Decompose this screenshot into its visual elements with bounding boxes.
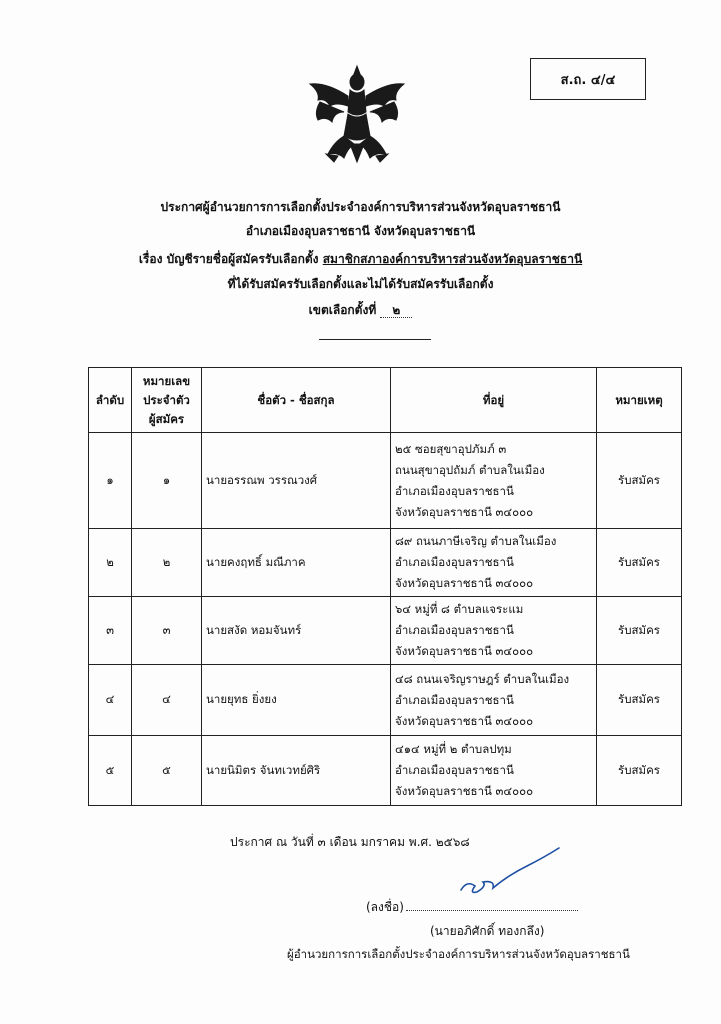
form-code-box — [530, 58, 646, 100]
address-line: ๔๑๔ หมู่ที่ ๒ ตำบลปทุม — [395, 742, 512, 756]
address-line: ถนนสุขาอุปถัมภ์ ตำบลในเมือง — [395, 462, 545, 477]
header-number — [132, 368, 202, 433]
row-remark: รับสมัคร — [597, 665, 682, 736]
row-number: ๒ — [132, 529, 202, 597]
address-line: ๖๔ หมู่ที่ ๘ ตำบลแจระแม — [395, 602, 524, 616]
table-row — [89, 433, 682, 529]
garuda-emblem-icon — [304, 62, 410, 172]
row-number: ๔ — [132, 665, 202, 736]
row-address — [391, 529, 597, 597]
table-row — [89, 665, 682, 736]
address-line: จังหวัดอุบลราชธานี ๓๔๐๐๐ — [395, 644, 534, 658]
district-label: เขตเลือกตั้งที่ — [308, 303, 377, 317]
table-header-row — [89, 368, 682, 433]
header-name: ชื่อตัว - ชื่อสกุล — [202, 368, 391, 433]
address-line: อำเภอเมืองอุบลราชธานี — [395, 483, 514, 498]
header-number-line: ผู้สมัคร — [148, 411, 185, 426]
subject-prefix: เรื่อง บัญชีรายชื่อผู้สมัครรับเลือกตั้ง — [138, 252, 319, 266]
header-number-line: ประจำตัว — [143, 392, 190, 407]
candidate-table — [88, 367, 682, 806]
address-line: ๘๙ ถนนภาษีเจริญ ตำบลในเมือง — [395, 534, 557, 548]
district-number: ๒ — [380, 303, 412, 318]
table-row — [89, 529, 682, 597]
header-number-line: หมายเลข — [142, 373, 191, 388]
row-name: นายยุทธ ยิ่งยง — [202, 665, 391, 736]
announcement-date: ประกาศ ณ วันที่ ๓ เดือน มกราคม พ.ศ. ๒๕๖๘ — [230, 835, 470, 849]
subject-body: สมาชิกสภาองค์การบริหารส่วนจังหวัดอุบลราชธานี — [322, 252, 583, 266]
signer-name: (นายอภิศักดิ์ ทองกลึง) — [430, 924, 545, 938]
address-line: อำเภอเมืองอุบลราชธานี — [395, 555, 514, 569]
row-order: ๔ — [89, 665, 132, 736]
sign-label: (ลงชื่อ) — [366, 900, 404, 914]
announcement-subject — [0, 250, 721, 269]
form-code: ส.ถ. ๔/๔ — [560, 72, 616, 88]
announcement-title: ประกาศผู้อำนวยการการเลือกตั้งประจำองค์การบริหารส่วนจังหวัดอุบลราชธานี — [160, 200, 561, 214]
row-address — [391, 736, 597, 806]
address-line: ๒๕ ซอยสุขาอุปภัมภ์ ๓ — [395, 441, 507, 456]
heading-divider — [319, 339, 431, 340]
row-address — [391, 597, 597, 665]
address-line: อำเภอเมืองอุบลราชธานี — [395, 692, 514, 707]
row-remark: รับสมัคร — [597, 529, 682, 597]
row-number: ๑ — [132, 433, 202, 529]
header-remark: หมายเหตุ — [597, 368, 682, 433]
district-line — [0, 301, 721, 320]
table-row — [89, 736, 682, 806]
address-line: จังหวัดอุบลราชธานี ๓๔๐๐๐ — [395, 504, 534, 519]
announcement-subject-continued: ที่ได้รับสมัครรับเลือกตั้งและไม่ได้รับสมัครรับเลือกตั้ง — [227, 277, 494, 291]
row-remark: รับสมัคร — [597, 433, 682, 529]
row-name: นายคงฤทธิ์ มณีภาค — [202, 529, 391, 597]
row-order: ๓ — [89, 597, 132, 665]
address-line: จังหวัดอุบลราชธานี ๓๔๐๐๐ — [395, 576, 534, 590]
address-line: จังหวัดอุบลราชธานี ๓๔๐๐๐ — [395, 784, 534, 798]
signature-dotted-line — [406, 898, 578, 911]
address-line: อำเภอเมืองอุบลราชธานี — [395, 763, 514, 777]
row-address — [391, 665, 597, 736]
row-number: ๕ — [132, 736, 202, 806]
signer-title: ผู้อำนวยการการเลือกตั้งประจำองค์การบริหารส่วนจังหวัดอุบลราชธานี — [287, 947, 630, 961]
row-name: นายอรรณพ วรรณวงศ์ — [202, 433, 391, 529]
row-order: ๕ — [89, 736, 132, 806]
address-line: ๔๘ ถนนเจริญราษฎร์ ตำบลในเมือง — [395, 671, 570, 686]
table-row — [89, 597, 682, 665]
row-name: นายนิมิตร จันทเวทย์ศิริ — [202, 736, 391, 806]
row-remark: รับสมัคร — [597, 736, 682, 806]
header-order: ลำดับ — [89, 368, 132, 433]
address-line: จังหวัดอุบลราชธานี ๓๔๐๐๐ — [395, 713, 534, 728]
row-number: ๓ — [132, 597, 202, 665]
row-order: ๑ — [89, 433, 132, 529]
header-address: ที่อยู่ — [391, 368, 597, 433]
announcement-location: อำเภอเมืองอุบลราชธานี จังหวัดอุบลราชธานี — [245, 224, 476, 238]
row-address — [391, 433, 597, 529]
signature-icon — [447, 846, 567, 900]
row-name: นายสงัด หอมจันทร์ — [202, 597, 391, 665]
row-order: ๒ — [89, 529, 132, 597]
address-line: อำเภอเมืองอุบลราชธานี — [395, 623, 514, 637]
row-remark: รับสมัคร — [597, 597, 682, 665]
signature-line — [366, 898, 578, 917]
